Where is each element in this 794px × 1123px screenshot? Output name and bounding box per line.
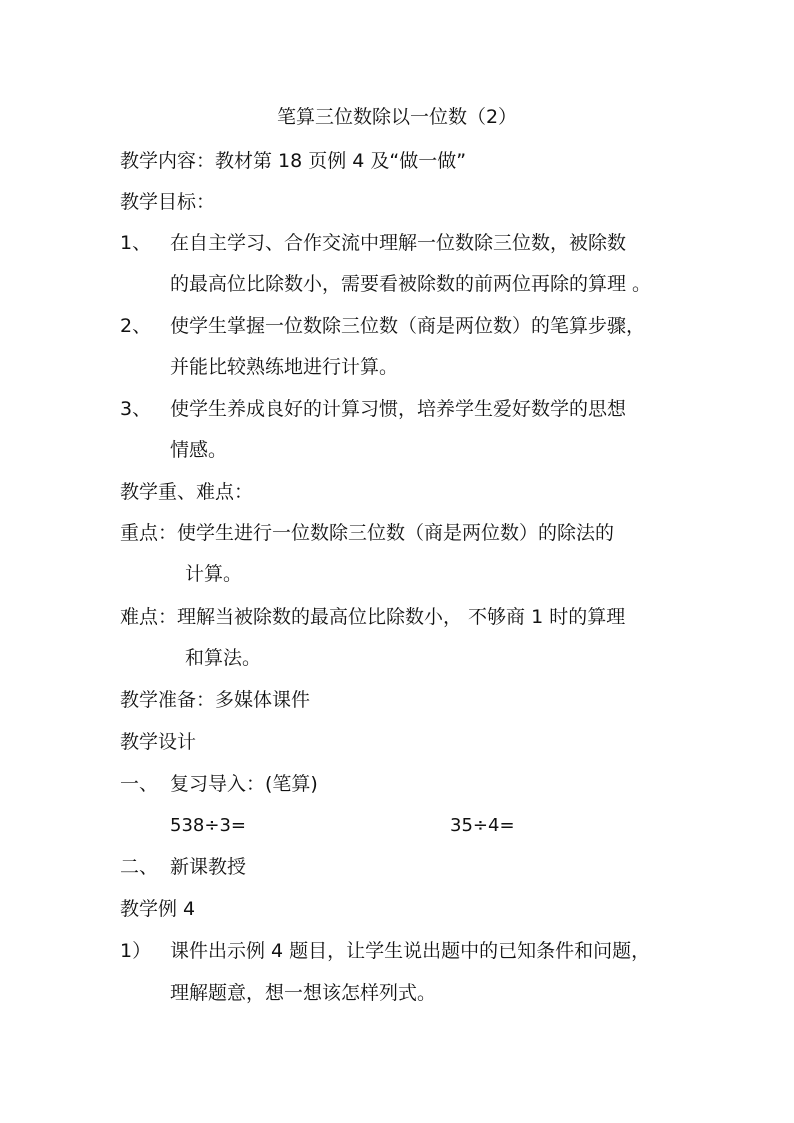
review-section-title: 复习导入：(笔算)	[170, 773, 318, 795]
new-lesson-section-title: 新课教授	[170, 856, 247, 878]
goal-number: 2、	[120, 315, 152, 337]
goal-text-cont: 情感。	[170, 439, 228, 461]
goal-text: 使学生掌握一位数除三位数（商是两位数）的笔算步骤，	[170, 315, 646, 337]
example-heading: 教学例 4	[120, 898, 196, 920]
document-title: 笔算三位数除以一位数（2）	[276, 106, 518, 128]
goal-text: 在自主学习、合作交流中理解一位数除三位数，被除数	[170, 232, 627, 254]
review-expression-1: 538÷3=	[170, 815, 246, 836]
section-number: 一、	[120, 773, 159, 795]
goal-text-cont: 的最高位比除数小，需要看被除数的前两位再除的算理 。	[170, 273, 652, 295]
goal-number: 3、	[120, 398, 152, 420]
goal-text: 使学生养成良好的计算习惯，培养学生爱好数学的思想	[170, 398, 627, 420]
section-number: 二、	[120, 856, 159, 878]
teaching-content: 教学内容：教材第 18 页例 4 及“做一做”	[120, 150, 467, 172]
goal-number: 1、	[120, 232, 152, 254]
teaching-prep: 教学准备：多媒体课件	[120, 689, 311, 711]
goal-text-cont: 并能比较熟练地进行计算。	[170, 356, 399, 378]
key-point-text: 重点：使学生进行一位数除三位数（商是两位数）的除法的	[120, 522, 615, 544]
review-expression-2: 35÷4=	[450, 815, 515, 836]
key-point-text-cont: 计算。	[185, 563, 243, 585]
teaching-design-heading: 教学设计	[120, 731, 197, 753]
step-text: 课件出示例 4 题目，让学生说出题中的已知条件和问题，	[170, 940, 651, 962]
step-number: 1）	[120, 940, 152, 962]
key-points-heading: 教学重、难点：	[120, 481, 254, 503]
hard-point-text-cont: 和算法。	[185, 647, 262, 669]
step-text-cont: 理解题意，想一想该怎样列式。	[170, 982, 437, 1004]
hard-point-text: 难点：理解当被除数的最高位比除数小， 不够商 1 时的算理	[120, 606, 626, 628]
goals-heading: 教学目标：	[120, 191, 216, 213]
